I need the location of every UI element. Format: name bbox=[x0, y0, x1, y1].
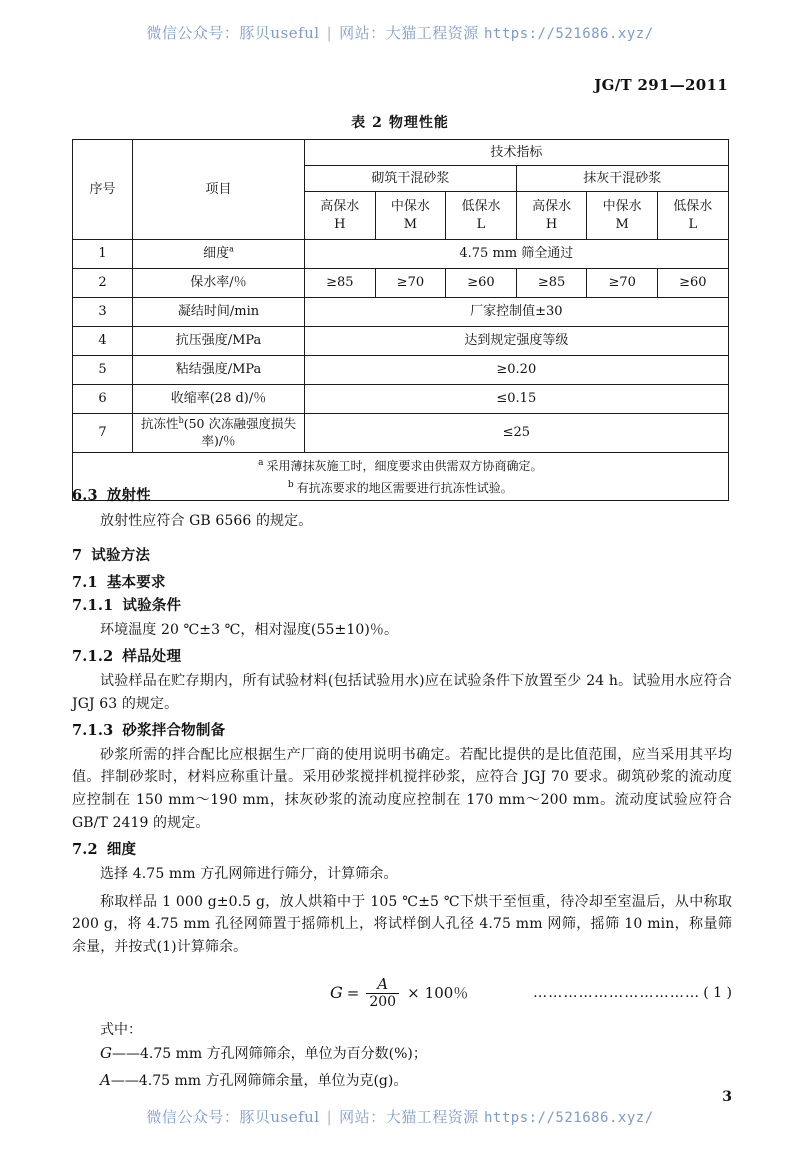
row-value-merged: 厂家控制值±30 bbox=[305, 298, 729, 327]
watermark-wechat-name: 豚贝useful bbox=[239, 24, 320, 42]
row-value-merged: 4.75 mm 筛全通过 bbox=[305, 240, 729, 269]
formula-number-1 bbox=[533, 986, 732, 1000]
where-symbol-A: A bbox=[100, 1071, 111, 1090]
paragraph-6-3: 放射性应符合 GB 6566 的规定。 bbox=[100, 512, 313, 529]
row-value-merged: ≤0.15 bbox=[305, 385, 729, 414]
watermark-site-name: 大猫工程资源 bbox=[385, 24, 479, 42]
table-row bbox=[73, 385, 729, 414]
heading-7-1-3 bbox=[72, 724, 732, 739]
grade-code-2: L bbox=[476, 216, 486, 232]
header-grade-2 bbox=[446, 192, 517, 240]
grade-code-0: H bbox=[334, 216, 346, 232]
table-caption bbox=[0, 112, 800, 132]
row-item-text: 抗冻性 bbox=[141, 416, 179, 431]
row-item: 粘结强度/MPa bbox=[133, 356, 305, 385]
heading-7-2-title: 细度 bbox=[106, 841, 137, 859]
table-row bbox=[73, 298, 729, 327]
row-cell: ≥60 bbox=[657, 269, 728, 298]
where-text-A: 4.75 mm 方孔网筛筛余量，单位为克(g)。 bbox=[138, 1073, 408, 1090]
header-index: 序号 bbox=[73, 140, 133, 240]
header-tech-index: 技术指标 bbox=[305, 140, 729, 166]
physical-properties-table bbox=[72, 139, 729, 501]
watermark-separator: | bbox=[326, 24, 333, 42]
heading-7-1-2 bbox=[72, 650, 732, 665]
page-number: 3 bbox=[722, 1089, 732, 1105]
row-item-text: 细度 bbox=[203, 246, 230, 262]
where-dash-G: —— bbox=[111, 1045, 140, 1062]
footnote-a-mark: a bbox=[258, 457, 264, 468]
heading-7-1-3-title: 砂浆拌合物制备 bbox=[122, 722, 226, 740]
footnote-a-text: 采用薄抹灰施工时，细度要求由供需双方协商确定。 bbox=[266, 458, 543, 473]
grade-name-0: 高保水 bbox=[320, 198, 360, 214]
row-index: 5 bbox=[73, 356, 133, 385]
table-caption-prefix: 表 bbox=[351, 115, 367, 131]
formula-numerator: A bbox=[377, 974, 389, 993]
heading-7-1-number: 7.1 bbox=[72, 573, 98, 591]
heading-6-3 bbox=[72, 489, 732, 504]
header-item: 项目 bbox=[133, 140, 305, 240]
paragraph-7-1-2: 试验样品在贮存期内，所有试验材料(包括试验用水)应在试验条件下放置至少 24 h。试验用水应符合 JGJ 63 的规定。 bbox=[72, 672, 732, 712]
row-item-footnote-mark: a bbox=[229, 244, 234, 254]
table-row bbox=[73, 327, 729, 356]
table-row bbox=[73, 414, 729, 453]
heading-7-1-3-number: 7.1.3 bbox=[72, 722, 114, 740]
where-definition-A bbox=[72, 1069, 732, 1093]
row-cell: ≥85 bbox=[516, 269, 587, 298]
heading-7-1-1 bbox=[72, 599, 732, 614]
formula-1 bbox=[330, 974, 469, 1011]
grade-name-3: 高保水 bbox=[532, 198, 572, 214]
table-caption-number: 2 bbox=[372, 115, 383, 131]
watermark-separator: | bbox=[326, 1108, 333, 1126]
grade-code-4: M bbox=[615, 216, 629, 232]
where-block bbox=[72, 1023, 732, 1093]
grade-code-1: M bbox=[403, 216, 418, 232]
row-item: 收缩率(28 d)/％ bbox=[133, 385, 305, 414]
header-group-plaster: 抹灰干混砂浆 bbox=[516, 166, 728, 192]
row-value-merged: 达到规定强度等级 bbox=[305, 327, 729, 356]
footnote-a bbox=[74, 458, 727, 474]
table-row bbox=[73, 269, 729, 298]
formula-leader-dots: …………………………… bbox=[533, 984, 701, 1001]
footnote-b-text: 有抗冻要求的地区需要进行抗冻性试验。 bbox=[296, 480, 513, 495]
watermark-url: https://521686.xyz/ bbox=[483, 1110, 654, 1126]
header-grade-5 bbox=[657, 192, 728, 240]
row-index: 3 bbox=[73, 298, 133, 327]
watermark-site-label: 网站： bbox=[339, 1108, 386, 1126]
row-index: 1 bbox=[73, 240, 133, 269]
heading-7-2-number: 7.2 bbox=[72, 841, 98, 859]
row-item-tail: (50 次冻融强度损失率)/％ bbox=[183, 416, 296, 448]
paragraph-7-2-a: 选择 4.75 mm 方孔网筛进行筛分，计算筛余。 bbox=[100, 865, 398, 882]
heading-7-1-title: 基本要求 bbox=[106, 573, 166, 591]
standard-number: JG/T 291—2011 bbox=[594, 76, 728, 94]
watermark-wechat-name: 豚贝useful bbox=[239, 1108, 320, 1126]
heading-7 bbox=[72, 549, 732, 564]
where-text-G: 4.75 mm 方孔网筛筛余，单位为百分数(%)； bbox=[139, 1045, 427, 1062]
watermark-site-label: 网站： bbox=[339, 24, 386, 42]
heading-7-1-1-number: 7.1.1 bbox=[72, 597, 114, 615]
row-item: 抗压强度/MPa bbox=[133, 327, 305, 356]
footnote-b-mark: b bbox=[287, 479, 294, 490]
row-item: 凝结时间/min bbox=[133, 298, 305, 327]
heading-7-title: 试验方法 bbox=[91, 547, 151, 565]
header-grade-3 bbox=[516, 192, 587, 240]
watermark-top bbox=[0, 22, 800, 43]
where-dash-A: —— bbox=[110, 1073, 139, 1090]
formula-row-1 bbox=[72, 975, 732, 1017]
heading-6-3-number: 6.3 bbox=[72, 487, 98, 504]
row-item-footnote-mark: b bbox=[178, 415, 184, 425]
row-value-merged: ≥0.20 bbox=[305, 356, 729, 385]
header-grade-4 bbox=[587, 192, 658, 240]
heading-7-2 bbox=[72, 843, 732, 858]
grade-code-3: H bbox=[545, 216, 558, 232]
row-index: 7 bbox=[73, 414, 133, 453]
header-group-masonry: 砌筑干混砂浆 bbox=[305, 166, 517, 192]
row-item: 保水率/％ bbox=[133, 269, 305, 298]
row-cell: ≥70 bbox=[375, 269, 446, 298]
formula-fraction bbox=[366, 974, 399, 1011]
table-row bbox=[73, 240, 729, 269]
table-row bbox=[73, 356, 729, 385]
formula-denominator: 200 bbox=[369, 994, 397, 1011]
heading-6-3-title: 放射性 bbox=[106, 487, 151, 504]
watermark-site-name: 大猫工程资源 bbox=[385, 1108, 479, 1126]
heading-7-1 bbox=[72, 573, 732, 591]
paragraph-7-2-b: 称取样品 1 000 g±0.5 g，放人烘箱中于 105 ℃±5 ℃下烘干至恒重，待冷却至室温后，从中称取 200 g，将 4.75 mm 孔径网筛置于摇筛机上，将试样倒人孔径 4.75 mm 网筛，摇筛 10 min，称量筛余量，并按式(1)计算筛余。 bbox=[72, 893, 732, 955]
row-index: 4 bbox=[73, 327, 133, 356]
document-body bbox=[72, 489, 732, 1097]
where-definition-G bbox=[72, 1042, 732, 1066]
physical-properties-table-wrapper bbox=[72, 139, 728, 501]
watermark-bottom bbox=[0, 1106, 800, 1127]
table-caption-title: 物理性能 bbox=[388, 115, 449, 131]
formula-equals: = bbox=[346, 983, 360, 1002]
heading-7-1-2-title: 样品处理 bbox=[122, 648, 182, 666]
formula-times: × bbox=[407, 983, 420, 1002]
formula-rhs: 100％ bbox=[424, 983, 469, 1002]
where-symbol-G: G bbox=[100, 1043, 112, 1062]
paragraph-7-1-3: 砂浆所需的拌合配比应根据生产厂商的使用说明书确定。若配比提供的是比值范围，应当采用其平均值。拌制砂浆时，材料应称重计量。采用砂浆搅拌机搅拌砂浆，应符合 JGJ 70 要求。砌筑砂浆的流动度应控制在 150 mm～190 mm，抹灰砂浆的流动度应控制在 170 mm～200 mm。流动度试验应符合 GB/T 2419 的规定。 bbox=[72, 746, 732, 831]
row-cell: ≥60 bbox=[446, 269, 517, 298]
header-grade-1 bbox=[375, 192, 446, 240]
row-cell: ≥85 bbox=[305, 269, 376, 298]
header-grade-0 bbox=[305, 192, 376, 240]
row-item bbox=[133, 240, 305, 269]
grade-name-2: 低保水 bbox=[461, 198, 501, 214]
watermark-wechat-label: 微信公众号： bbox=[146, 1108, 240, 1126]
formula-tag: ( 1 ) bbox=[703, 984, 732, 1001]
paragraph-7-1-1: 环境温度 20 ℃±3 ℃，相对湿度(55±10)％。 bbox=[100, 621, 399, 638]
heading-7-1-2-number: 7.1.2 bbox=[72, 648, 114, 666]
row-index: 6 bbox=[73, 385, 133, 414]
row-cell: ≥70 bbox=[587, 269, 658, 298]
grade-name-5: 低保水 bbox=[673, 198, 713, 214]
where-lead: 式中： bbox=[100, 1021, 142, 1038]
heading-7-number: 7 bbox=[72, 547, 83, 565]
row-value-merged: ≤25 bbox=[305, 414, 729, 453]
grade-name-4: 中保水 bbox=[602, 198, 642, 214]
row-index: 2 bbox=[73, 269, 133, 298]
row-item bbox=[133, 414, 305, 453]
heading-7-1-1-title: 试验条件 bbox=[122, 597, 182, 615]
grade-code-5: L bbox=[688, 216, 698, 232]
grade-name-1: 中保水 bbox=[390, 198, 430, 214]
watermark-url: https://521686.xyz/ bbox=[483, 26, 654, 42]
formula-lhs: G bbox=[330, 983, 343, 1003]
watermark-wechat-label: 微信公众号： bbox=[146, 24, 240, 42]
table-header-row-1 bbox=[73, 140, 729, 166]
